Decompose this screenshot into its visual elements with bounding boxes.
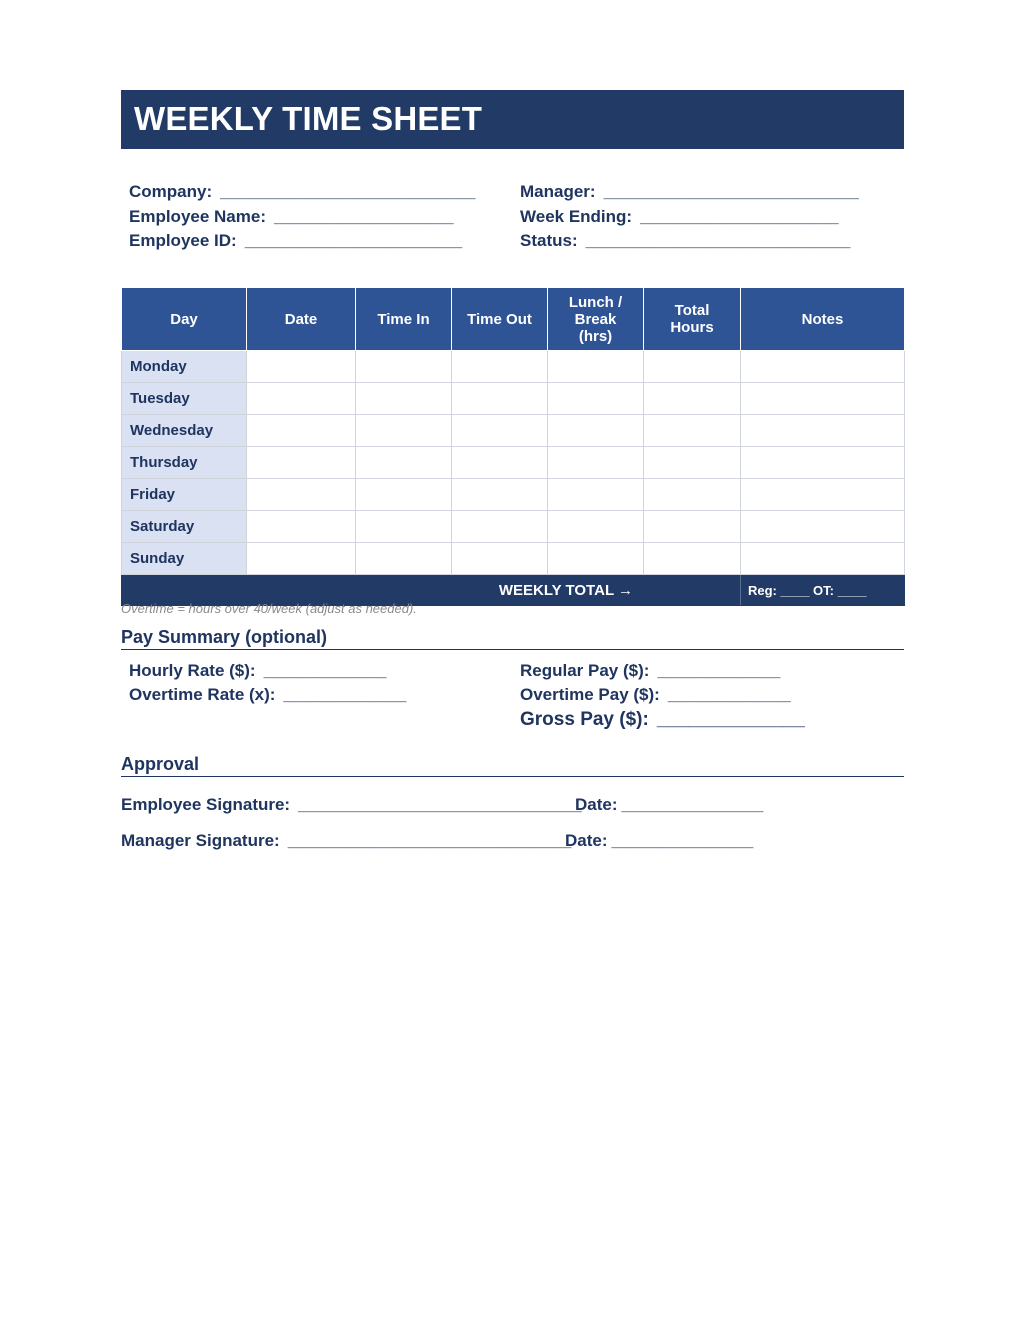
lunch-break-cell[interactable] <box>548 479 644 511</box>
employee-id-field[interactable] <box>129 231 462 251</box>
lunch-break-cell[interactable] <box>548 511 644 543</box>
week-ending-field[interactable] <box>520 207 839 227</box>
employee-date-line[interactable]: _______________ <box>621 795 764 814</box>
date-cell[interactable] <box>247 543 356 575</box>
employee-signature-label: Employee Signature: <box>121 795 291 814</box>
table-header-row <box>122 288 905 351</box>
table-row <box>122 383 905 415</box>
time-out-cell[interactable] <box>452 415 548 447</box>
gross-pay-field[interactable] <box>520 709 805 731</box>
reg-ot-cell[interactable]: Reg: ____ OT: ____ <box>741 575 905 606</box>
time-out-cell[interactable] <box>452 383 548 415</box>
lunch-break-cell[interactable] <box>548 447 644 479</box>
header-notes: Notes <box>741 288 905 351</box>
day-cell: Tuesday <box>122 383 247 415</box>
manager-label: Manager: <box>520 182 596 201</box>
page-title: WEEKLY TIME SHEET <box>134 100 483 137</box>
regular-pay-line[interactable]: _____________ <box>657 661 781 680</box>
timesheet-table <box>121 287 905 606</box>
day-cell: Wednesday <box>122 415 247 447</box>
total-hours-cell[interactable] <box>644 511 741 543</box>
manager-signature-field[interactable] <box>121 831 571 851</box>
approval-heading: Approval <box>121 754 904 777</box>
total-hours-cell[interactable] <box>644 543 741 575</box>
gross-pay-label: Gross Pay ($): <box>520 709 649 730</box>
time-out-cell[interactable] <box>452 447 548 479</box>
week-ending-line[interactable]: _____________________ <box>640 207 839 226</box>
manager-date-line[interactable]: _______________ <box>611 831 754 850</box>
lunch-break-cell[interactable] <box>548 383 644 415</box>
date-cell[interactable] <box>247 415 356 447</box>
time-in-cell[interactable] <box>356 351 452 383</box>
day-cell: Thursday <box>122 447 247 479</box>
header-total-hours: Total Hours <box>644 288 741 351</box>
time-out-cell[interactable] <box>452 511 548 543</box>
notes-cell[interactable] <box>741 351 905 383</box>
status-line[interactable]: ____________________________ <box>585 231 851 250</box>
lunch-break-cell[interactable] <box>548 351 644 383</box>
overtime-rate-line[interactable]: _____________ <box>283 685 407 704</box>
status-field[interactable] <box>520 231 850 251</box>
company-field[interactable] <box>129 182 475 202</box>
regular-pay-field[interactable] <box>520 661 780 681</box>
notes-cell[interactable] <box>741 383 905 415</box>
notes-cell[interactable] <box>741 447 905 479</box>
header-day: Day <box>122 288 247 351</box>
pay-summary-heading: Pay Summary (optional) <box>121 627 904 650</box>
header-lunch-break: Lunch / Break (hrs) <box>548 288 644 351</box>
time-in-cell[interactable] <box>356 415 452 447</box>
employee-date-field[interactable] <box>575 795 763 815</box>
total-hours-cell[interactable] <box>644 351 741 383</box>
date-cell[interactable] <box>247 447 356 479</box>
total-hours-cell[interactable] <box>644 383 741 415</box>
table-row <box>122 351 905 383</box>
table-row <box>122 543 905 575</box>
hourly-rate-label: Hourly Rate ($): <box>129 661 256 680</box>
lunch-break-cell[interactable] <box>548 543 644 575</box>
time-in-cell[interactable] <box>356 543 452 575</box>
employee-id-line[interactable]: _______________________ <box>244 231 463 250</box>
overtime-pay-line[interactable]: _____________ <box>667 685 791 704</box>
overtime-pay-field[interactable] <box>520 685 791 705</box>
gross-pay-line[interactable]: ______________ <box>656 709 805 730</box>
total-hours-cell[interactable] <box>644 447 741 479</box>
time-out-cell[interactable] <box>452 543 548 575</box>
time-out-cell[interactable] <box>452 479 548 511</box>
manager-date-field[interactable] <box>565 831 753 851</box>
day-cell: Sunday <box>122 543 247 575</box>
overtime-pay-label: Overtime Pay ($): <box>520 685 660 704</box>
manager-line[interactable]: ___________________________ <box>603 182 859 201</box>
day-cell: Friday <box>122 479 247 511</box>
employee-id-label: Employee ID: <box>129 231 237 250</box>
date-cell[interactable] <box>247 351 356 383</box>
time-in-cell[interactable] <box>356 479 452 511</box>
table-row <box>122 415 905 447</box>
header-time-in: Time In <box>356 288 452 351</box>
employee-name-label: Employee Name: <box>129 207 266 226</box>
date-cell[interactable] <box>247 511 356 543</box>
day-cell: Saturday <box>122 511 247 543</box>
time-in-cell[interactable] <box>356 447 452 479</box>
manager-field[interactable] <box>520 182 859 202</box>
hourly-rate-line[interactable]: _____________ <box>263 661 387 680</box>
employee-date-label: Date: <box>575 795 618 814</box>
manager-signature-label: Manager Signature: <box>121 831 280 850</box>
status-label: Status: <box>520 231 578 250</box>
overtime-note: Overtime = hours over 40/week (adjust as needed). <box>121 601 417 616</box>
header-time-out: Time Out <box>452 288 548 351</box>
total-hours-cell[interactable] <box>644 479 741 511</box>
week-ending-label: Week Ending: <box>520 207 633 226</box>
hourly-rate-field[interactable] <box>129 661 387 681</box>
date-cell[interactable] <box>247 479 356 511</box>
time-in-cell[interactable] <box>356 383 452 415</box>
manager-date-label: Date: <box>565 831 608 850</box>
manager-signature-line[interactable]: ______________________________ <box>287 831 572 850</box>
time-in-cell[interactable] <box>356 511 452 543</box>
employee-name-line[interactable]: ___________________ <box>274 207 454 226</box>
employee-name-field[interactable] <box>129 207 454 227</box>
notes-cell[interactable] <box>741 511 905 543</box>
lunch-break-cell[interactable] <box>548 415 644 447</box>
notes-cell[interactable] <box>741 543 905 575</box>
time-out-cell[interactable] <box>452 351 548 383</box>
table-row <box>122 447 905 479</box>
title-banner <box>121 90 904 149</box>
employee-signature-field[interactable] <box>121 795 582 815</box>
company-label: Company: <box>129 182 213 201</box>
header-date: Date <box>247 288 356 351</box>
overtime-rate-label: Overtime Rate (x): <box>129 685 276 704</box>
date-cell[interactable] <box>247 383 356 415</box>
regular-pay-label: Regular Pay ($): <box>520 661 650 680</box>
overtime-rate-field[interactable] <box>129 685 406 705</box>
weekly-total-hours-cell[interactable] <box>644 575 741 606</box>
company-line[interactable]: ___________________________ <box>220 182 476 201</box>
weekly-total-label: WEEKLY TOTAL → <box>122 575 644 606</box>
table-row <box>122 511 905 543</box>
total-hours-cell[interactable] <box>644 415 741 447</box>
table-row <box>122 479 905 511</box>
notes-cell[interactable] <box>741 479 905 511</box>
employee-signature-line[interactable]: ______________________________ <box>298 795 582 814</box>
day-cell: Monday <box>122 351 247 383</box>
notes-cell[interactable] <box>741 415 905 447</box>
